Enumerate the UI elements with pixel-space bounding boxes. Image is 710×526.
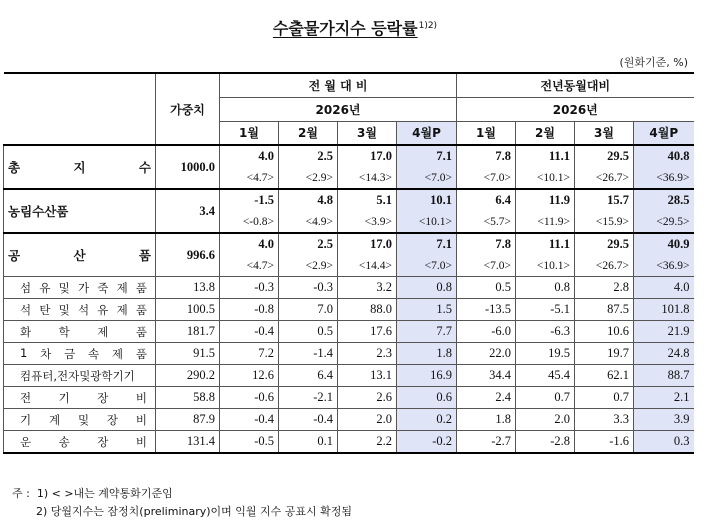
value-cell: 17.0 — [338, 145, 397, 167]
value-cell: 0.8 — [397, 277, 457, 299]
weight-header: 가중치 — [156, 73, 220, 145]
mom-year-header: 2026년 — [220, 97, 457, 121]
contract-currency-value-cell: <4.7> — [220, 167, 279, 189]
contract-currency-value-cell: <26.7> — [575, 255, 634, 277]
value-cell: 6.4 — [457, 189, 516, 211]
value-cell: 0.3 — [634, 431, 694, 454]
contract-currency-value-cell: <2.9> — [279, 255, 338, 277]
value-cell: 0.7 — [575, 387, 634, 409]
notes-prefix: 주 : — [12, 487, 30, 500]
value-cell: 4.0 — [634, 277, 694, 299]
yoy-month-header: 2월 — [516, 121, 575, 145]
contract-currency-value-cell: <4.7> — [220, 255, 279, 277]
table-row — [4, 145, 694, 167]
value-cell: 2.0 — [338, 409, 397, 431]
row-label-text: 농림수산품 — [8, 204, 69, 219]
contract-currency-value-cell: <11.9> — [516, 211, 575, 233]
row-label-text: 화 학 제 품 — [20, 324, 147, 339]
value-cell: 2.5 — [279, 233, 338, 255]
mom-month-header: 3월 — [338, 121, 397, 145]
table-row — [4, 189, 694, 211]
value-cell: 4.0 — [220, 233, 279, 255]
table-row — [4, 343, 694, 365]
value-cell: 24.8 — [634, 343, 694, 365]
value-cell: -0.6 — [220, 387, 279, 409]
value-cell: 88.7 — [634, 365, 694, 387]
value-cell: 0.5 — [457, 277, 516, 299]
value-cell: -1.6 — [575, 431, 634, 454]
value-cell: 34.4 — [457, 365, 516, 387]
value-cell: -0.8 — [220, 299, 279, 321]
value-cell: -0.2 — [397, 431, 457, 454]
row-label-text: 공 산 품 — [8, 248, 151, 263]
value-cell: 11.9 — [516, 189, 575, 211]
weight-cell: 58.8 — [156, 387, 220, 409]
value-cell: 2.6 — [338, 387, 397, 409]
value-cell: -2.1 — [279, 387, 338, 409]
value-cell: 19.5 — [516, 343, 575, 365]
value-cell: 2.5 — [279, 145, 338, 167]
weight-cell: 996.6 — [156, 233, 220, 277]
row-label-text: 전 기 장 비 — [20, 390, 147, 405]
value-cell: 0.2 — [397, 409, 457, 431]
mom-month-header: 4월P — [397, 121, 457, 145]
value-cell: 7.7 — [397, 321, 457, 343]
value-cell: 17.0 — [338, 233, 397, 255]
value-cell: 7.1 — [397, 233, 457, 255]
value-cell: 16.9 — [397, 365, 457, 387]
mom-group-header: 전 월 대 비 — [220, 73, 457, 97]
value-cell: 22.0 — [457, 343, 516, 365]
value-cell: 3.3 — [575, 409, 634, 431]
value-cell: 29.5 — [575, 233, 634, 255]
note-2: 2) 당월지수는 잠정치(preliminary)이며 익월 지수 공표시 확정됨 — [36, 505, 353, 518]
category-header-cell — [4, 73, 156, 145]
value-cell: 15.7 — [575, 189, 634, 211]
row-label-text: 총 지 수 — [8, 160, 151, 175]
value-cell: 17.6 — [338, 321, 397, 343]
value-cell: -13.5 — [457, 299, 516, 321]
weight-cell: 1000.0 — [156, 145, 220, 189]
contract-currency-value-cell: <7.0> — [457, 255, 516, 277]
value-cell: 0.5 — [279, 321, 338, 343]
value-cell: 0.6 — [397, 387, 457, 409]
value-cell: 2.3 — [338, 343, 397, 365]
value-cell: 29.5 — [575, 145, 634, 167]
value-cell: 5.1 — [338, 189, 397, 211]
value-cell: 40.9 — [634, 233, 694, 255]
contract-currency-value-cell: <7.0> — [457, 167, 516, 189]
value-cell: 0.1 — [279, 431, 338, 454]
sub-category-label — [4, 431, 156, 454]
value-cell: 1.5 — [397, 299, 457, 321]
export-price-index-table — [3, 72, 694, 454]
sub-category-label — [4, 277, 156, 299]
value-cell: -5.1 — [516, 299, 575, 321]
table-row — [4, 409, 694, 431]
title-footnote-marks: 1)2) — [418, 20, 438, 31]
value-cell: 10.6 — [575, 321, 634, 343]
contract-currency-value-cell: <10.1> — [516, 255, 575, 277]
value-cell: 19.7 — [575, 343, 634, 365]
contract-currency-value-cell: <36.9> — [634, 167, 694, 189]
value-cell: 7.1 — [397, 145, 457, 167]
sub-category-label — [4, 409, 156, 431]
main-category-label — [4, 233, 156, 277]
contract-currency-value-cell: <14.4> — [338, 255, 397, 277]
table-row — [4, 277, 694, 299]
value-cell: -6.0 — [457, 321, 516, 343]
title-text: 수출물가지수 등락률 — [272, 19, 418, 38]
value-cell: 45.4 — [516, 365, 575, 387]
sub-category-label — [4, 343, 156, 365]
value-cell: 2.2 — [338, 431, 397, 454]
main-category-label — [4, 189, 156, 233]
value-cell: 11.1 — [516, 145, 575, 167]
value-cell: 1.8 — [457, 409, 516, 431]
yoy-month-header: 1월 — [457, 121, 516, 145]
value-cell: 0.8 — [516, 277, 575, 299]
mom-month-header: 1월 — [220, 121, 279, 145]
weight-cell: 13.8 — [156, 277, 220, 299]
unit-note: (원화기준, %) — [619, 56, 688, 69]
sub-category-label — [4, 365, 156, 387]
value-cell: 3.2 — [338, 277, 397, 299]
table-row — [4, 321, 694, 343]
value-cell: 40.8 — [634, 145, 694, 167]
value-cell: 21.9 — [634, 321, 694, 343]
weight-cell: 91.5 — [156, 343, 220, 365]
value-cell: 88.0 — [338, 299, 397, 321]
yoy-month-header: 4월P — [634, 121, 694, 145]
row-label-text: 컴퓨터,전자및광학기기 — [20, 368, 135, 383]
sub-category-label — [4, 321, 156, 343]
value-cell: -0.5 — [220, 431, 279, 454]
row-label-text: 석 탄 및 석 유 제 품 — [20, 302, 147, 317]
value-cell: -0.4 — [220, 321, 279, 343]
contract-currency-value-cell: <29.5> — [634, 211, 694, 233]
row-label-text: 1 차 금 속 제 품 — [20, 345, 147, 361]
table-row — [4, 233, 694, 255]
contract-currency-value-cell: <4.9> — [279, 211, 338, 233]
contract-currency-value-cell: <10.1> — [516, 167, 575, 189]
value-cell: 0.7 — [516, 387, 575, 409]
value-cell: 7.2 — [220, 343, 279, 365]
value-cell: 6.4 — [279, 365, 338, 387]
value-cell: 12.6 — [220, 365, 279, 387]
row-label-text: 기 계 및 장 비 — [20, 412, 147, 427]
value-cell: -0.4 — [279, 409, 338, 431]
value-cell: 13.1 — [338, 365, 397, 387]
yoy-year-header: 2026년 — [457, 97, 694, 121]
yoy-group-header: 전년동월대비 — [457, 73, 694, 97]
contract-currency-value-cell: <2.9> — [279, 167, 338, 189]
weight-cell: 100.5 — [156, 299, 220, 321]
table-row — [4, 387, 694, 409]
value-cell: -6.3 — [516, 321, 575, 343]
contract-currency-value-cell: <7.0> — [397, 255, 457, 277]
row-label-text: 섬 유 및 가 죽 제 품 — [20, 280, 147, 295]
value-cell: 2.1 — [634, 387, 694, 409]
value-cell: 4.8 — [279, 189, 338, 211]
value-cell: 10.1 — [397, 189, 457, 211]
contract-currency-value-cell: <5.7> — [457, 211, 516, 233]
weight-cell: 87.9 — [156, 409, 220, 431]
value-cell: -0.3 — [279, 277, 338, 299]
sub-category-label — [4, 387, 156, 409]
value-cell: -0.3 — [220, 277, 279, 299]
contract-currency-value-cell: <3.9> — [338, 211, 397, 233]
contract-currency-value-cell: <10.1> — [397, 211, 457, 233]
contract-currency-value-cell: <14.3> — [338, 167, 397, 189]
value-cell: -2.8 — [516, 431, 575, 454]
value-cell: 7.8 — [457, 145, 516, 167]
contract-currency-value-cell: <36.9> — [634, 255, 694, 277]
weight-cell: 290.2 — [156, 365, 220, 387]
row-label-text: 운 송 장 비 — [20, 434, 147, 449]
value-cell: 101.8 — [634, 299, 694, 321]
value-cell: 2.8 — [575, 277, 634, 299]
footnotes — [12, 485, 352, 521]
main-category-label — [4, 145, 156, 189]
table-row — [4, 431, 694, 454]
value-cell: 62.1 — [575, 365, 634, 387]
value-cell: 87.5 — [575, 299, 634, 321]
value-cell: 2.0 — [516, 409, 575, 431]
contract-currency-value-cell: <26.7> — [575, 167, 634, 189]
value-cell: 11.1 — [516, 233, 575, 255]
contract-currency-value-cell: <-0.8> — [220, 211, 279, 233]
value-cell: 2.4 — [457, 387, 516, 409]
value-cell: -0.4 — [220, 409, 279, 431]
weight-cell: 3.4 — [156, 189, 220, 233]
table-title — [0, 16, 710, 39]
value-cell: -1.5 — [220, 189, 279, 211]
value-cell: 7.0 — [279, 299, 338, 321]
value-cell: 4.0 — [220, 145, 279, 167]
yoy-month-header: 3월 — [575, 121, 634, 145]
value-cell: 28.5 — [634, 189, 694, 211]
table-row — [4, 365, 694, 387]
value-cell: -2.7 — [457, 431, 516, 454]
sub-category-label — [4, 299, 156, 321]
mom-month-header: 2월 — [279, 121, 338, 145]
value-cell: 7.8 — [457, 233, 516, 255]
contract-currency-value-cell: <15.9> — [575, 211, 634, 233]
value-cell: 1.8 — [397, 343, 457, 365]
note-1: 1) < >내는 계약통화기준임 — [36, 487, 173, 500]
weight-cell: 131.4 — [156, 431, 220, 454]
value-cell: 3.9 — [634, 409, 694, 431]
table-row — [4, 299, 694, 321]
value-cell: -1.4 — [279, 343, 338, 365]
weight-cell: 181.7 — [156, 321, 220, 343]
contract-currency-value-cell: <7.0> — [397, 167, 457, 189]
